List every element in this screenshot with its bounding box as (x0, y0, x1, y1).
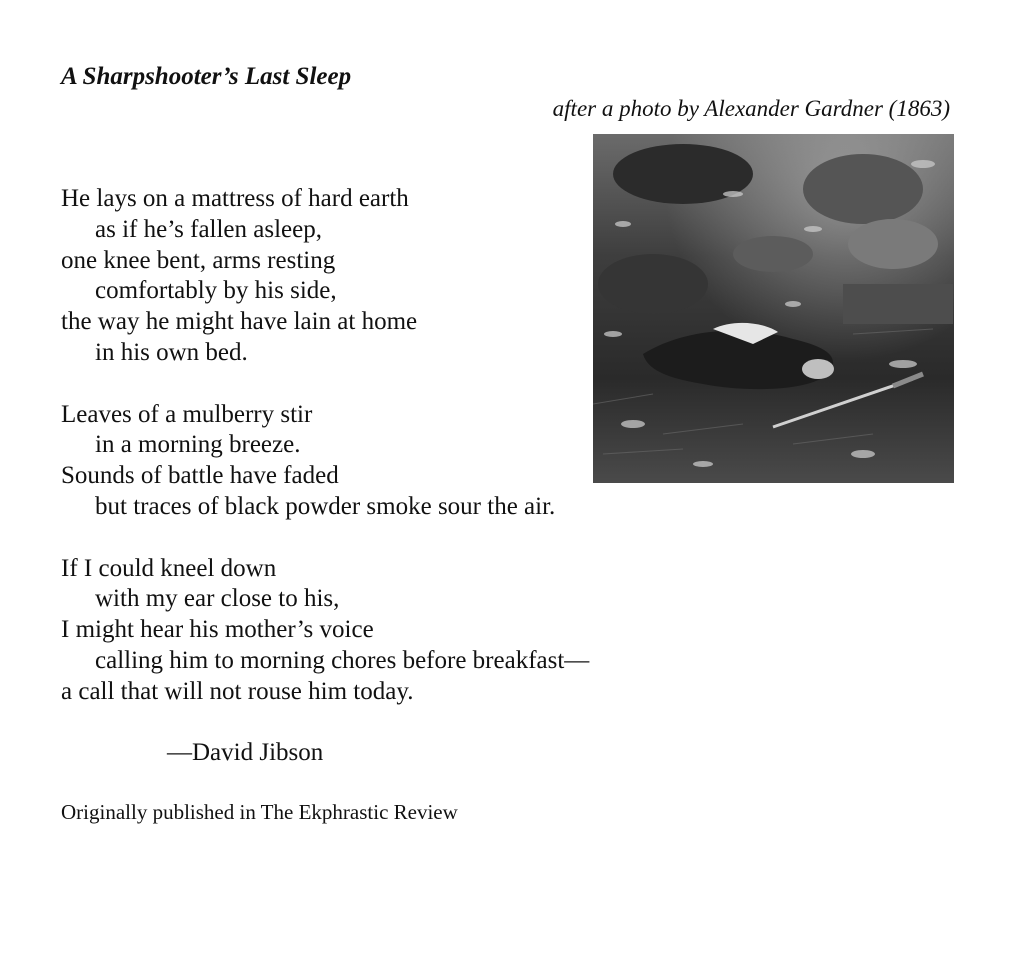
poem-line: He lays on a mattress of hard earth (61, 185, 409, 212)
poem-body (61, 184, 701, 738)
poem-line: Sounds of battle have faded (61, 462, 339, 490)
poem-line: calling him to morning chores before breakfast— (95, 646, 590, 674)
poem-line: but traces of black powder smoke sour the air. (95, 492, 556, 520)
poem-line: in his own bed. (95, 338, 248, 366)
poem-line: one knee bent, arms resting (61, 246, 336, 274)
poem-line: a call that will not rouse him today. (61, 677, 414, 705)
poem-line: in a morning breeze. (95, 431, 301, 459)
poem-line: I might hear his mother’s voice (61, 616, 374, 644)
poem-line: If I could kneel down (61, 554, 277, 582)
poem-title: A Sharpshooter’s Last Sleep (61, 63, 352, 90)
publication-note: Originally published in The Ekphrastic Review (61, 800, 458, 824)
stanza-3 (61, 554, 701, 708)
stanza-2 (61, 400, 701, 523)
poem-subtitle: after a photo by Alexander Gardner (1863) (552, 96, 950, 121)
author-signature: —David Jibson (167, 739, 324, 766)
poem-line: comfortably by his side, (95, 277, 337, 305)
poem-line: with my ear close to his, (95, 585, 340, 613)
poem-line: the way he might have lain at home (61, 308, 418, 336)
poem-line: Leaves of a mulberry stir (61, 400, 313, 428)
poem-line: as if he’s fallen asleep, (95, 215, 322, 243)
stanza-1 (61, 184, 701, 369)
